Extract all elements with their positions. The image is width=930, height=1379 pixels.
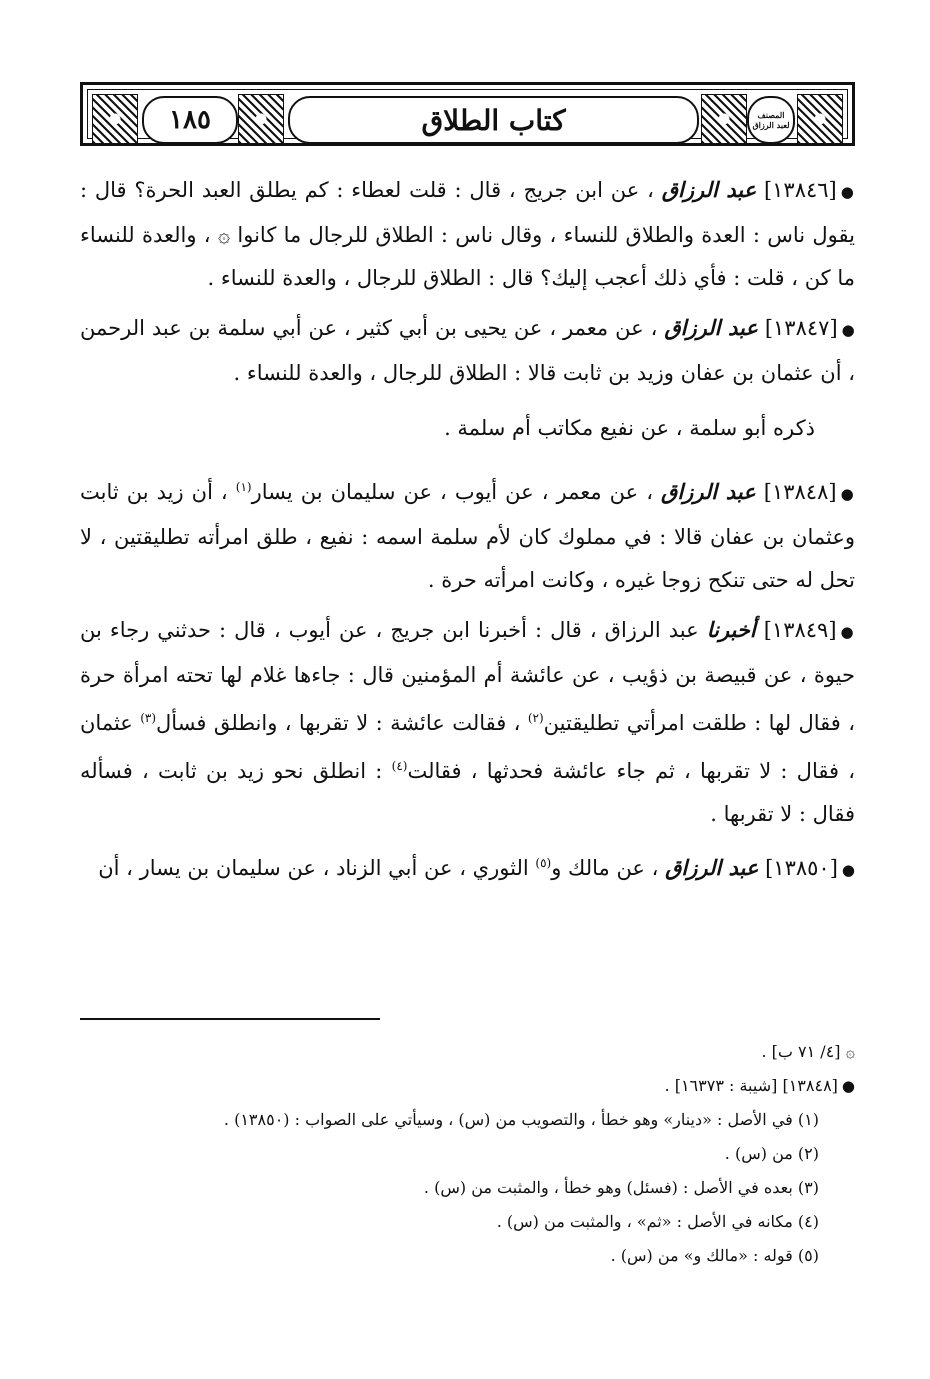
ornament-icon: [238, 94, 284, 144]
bullet-icon: ●: [841, 1077, 855, 1095]
publisher-logo: المصنف لعبد الرزاق: [747, 96, 795, 144]
footnotes: [80, 1035, 855, 1273]
bullet-icon: ●: [840, 485, 856, 503]
footnote-1: (١) في الأصل : «دينار» وهو خطأ ، والتصويب من (س) ، وسيأتي على الصواب : (١٣٨٥٠) .: [223, 1110, 819, 1129]
footnote-5: (٥) قوله : «مالك و» من (س) .: [610, 1246, 819, 1265]
folio-note: ۞ [٤/ ٧١ ب] .: [761, 1042, 855, 1061]
page-header: [80, 82, 855, 146]
ornament-icon: [701, 94, 747, 144]
footnote-ref: (١): [235, 480, 252, 494]
footnote-3: (٣) بعده في الأصل : (فسئل) وهو خطأ ، والمثبت من (س) .: [423, 1178, 819, 1197]
page-number: ١٨٥: [142, 96, 238, 144]
takhrij-note: ●[١٣٨٤٨] [شيبة : ١٦٣٧٣] .: [664, 1076, 855, 1095]
main-text: [80, 168, 855, 898]
footnote-ref: (٤): [391, 759, 408, 773]
footnote-ref: (٢): [527, 711, 544, 725]
hadith-13850: ●[١٣٨٥٠] عبد الرزاق ، عن مالك و$^{(٥)}$ الثوري ، عن أبي الزناد ، عن سليمان بن يسار ، أن: [98, 855, 855, 880]
header-frame: [87, 89, 848, 139]
footnote-4: (٤) مكانه في الأصل : «ثم» ، والمثبت من (س) .: [496, 1212, 819, 1231]
bullet-icon: ●: [840, 623, 855, 641]
ornament-icon: [92, 94, 138, 144]
hadith-13849: ●[١٣٨٤٩] أخبرنا عبد الرزاق ، قال : أخبرنا ابن جريج ، عن أيوب ، قال : حدثني رجاء بن حيوة ، عن قبيصة بن ذؤيب ، عن عائشة أم المؤمنين قال : جاءها غلام لها تحته امرأة حرة ، فقال لها : طلقت امرأتي تطليقتين$^{(٢)}$ ، فقالت عائشة : لا تقربها ، وانطلق فسأل$^{(٣)}$ عثمان ، فقال : لا تقربها ، ثم جاء عائشة فحدثها ، فقالت$^{(٤)}$ : انطلق نحو زيد بن ثابت ، فسأله فقال : لا تقربها .: [80, 617, 856, 826]
interlude-note: ذكره أبو سلمة ، عن نفيع مكاتب أم سلمة .: [444, 416, 815, 440]
hadith-13848: ●[١٣٨٤٨] عبد الرزاق ، عن معمر ، عن أيوب ، عن سليمان بن يسار$^{(١)}$ ، أن زيد بن ثابت وعثمان بن عفان قالا : في مملوك كان لأم سلمة اسمه : نفيع ، طلق امرأته تطليقتين ، لا تحل له حتى تنكح زوجا غيره ، وكانت امرأته حرة .: [80, 479, 856, 592]
bullet-icon: ●: [841, 321, 855, 339]
ornament-icon: [797, 94, 843, 144]
bullet-icon: ●: [840, 183, 855, 201]
footnote-ref: (٥): [535, 856, 552, 870]
hadith-13846: ●[١٣٨٤٦] عبد الرزاق ، عن ابن جريج ، قال : قلت لعطاء : كم يطلق العبد الحرة؟ قال : يقول ناس : العدة والطلاق للنساء ، وقال ناس : الطلاق للرجال ما كانوا ۞ ، والعدة للنساء ما كن ، قلت : فأي ذلك أعجب إليك؟ قال : الطلاق للرجال ، والعدة للنساء .: [80, 177, 855, 290]
bullet-icon: ●: [841, 861, 855, 879]
hadith-13847: ●[١٣٨٤٧] عبد الرزاق ، عن معمر ، عن يحيى بن أبي كثير ، عن أبي سلمة بن عبد الرحمن ، أن عثمان بن عفان وزيد بن ثابت قالا : الطلاق للرجال ، والعدة للنساء .: [80, 315, 855, 385]
footnote-ref: (٣): [140, 711, 157, 725]
footnote-2: (٢) من (س) .: [724, 1144, 819, 1163]
book-title: كتاب الطلاق: [288, 96, 699, 144]
